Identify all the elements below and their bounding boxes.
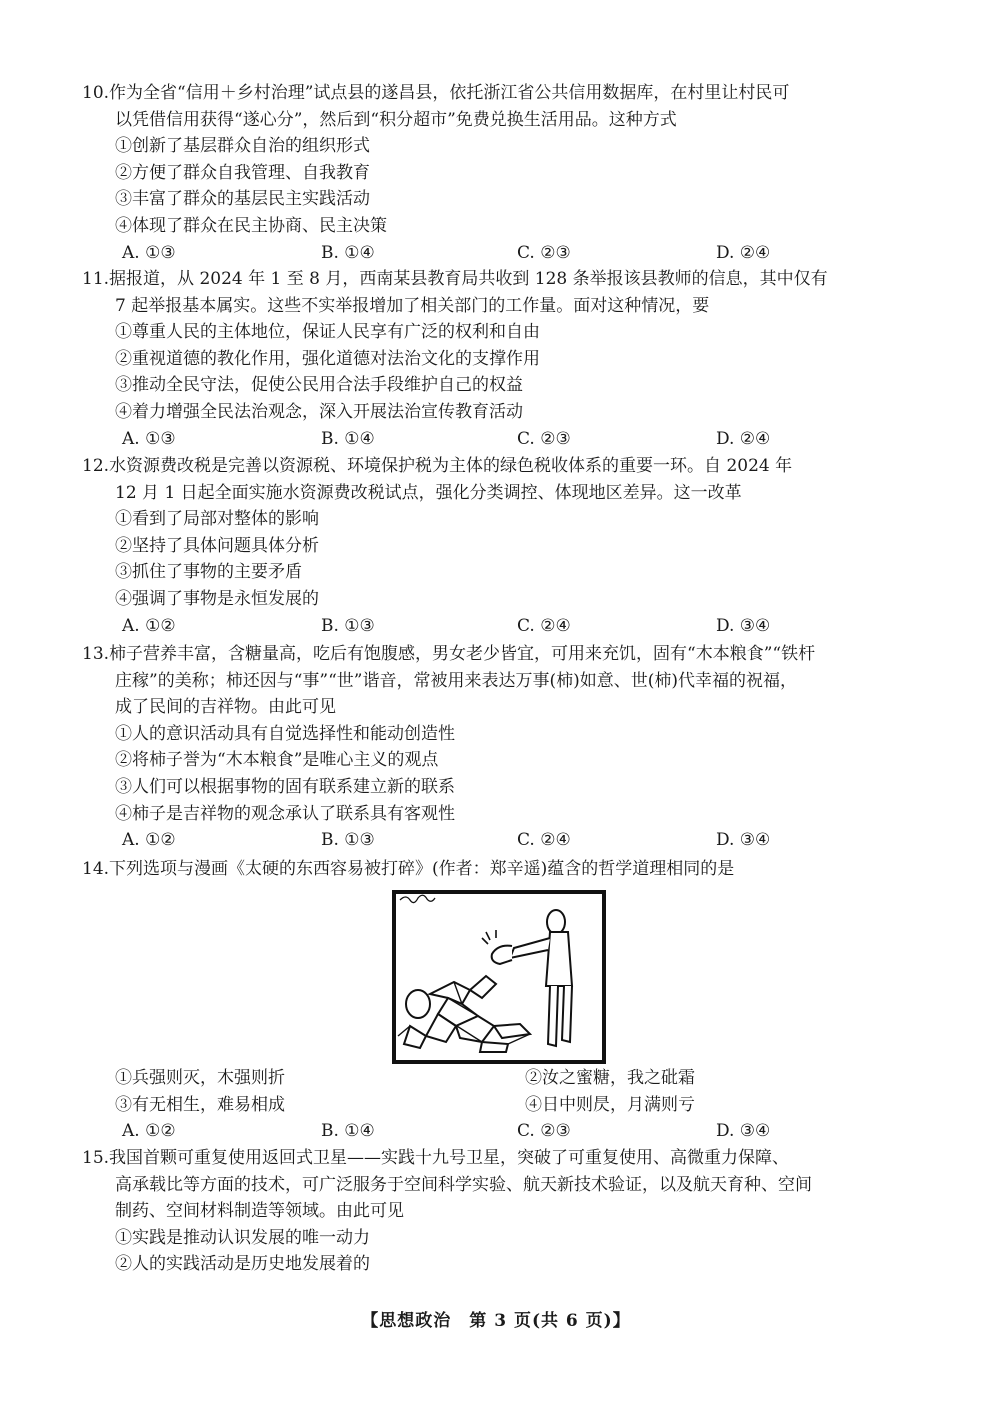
statement-option: ①创新了基层群众自治的组织形式 [115, 136, 370, 157]
statement-option: ④日中则昃，月满则亏 [525, 1094, 695, 1115]
choice-b: B. ①③ [320, 615, 375, 636]
question-number: 14. [82, 859, 110, 879]
question-stem-line: 以凭借信用获得“遂心分”，然后到“积分超市”免费兑换生活用品。这种方式 [115, 109, 677, 130]
choice-d: D. ③④ [715, 1121, 771, 1142]
choice-d: D. ③④ [715, 615, 771, 636]
statement-option: ④着力增强全民法治观念，深入开展法治宣传教育活动 [115, 401, 523, 422]
choice-d: D. ②④ [715, 242, 771, 263]
statement-option-row [82, 1092, 912, 1119]
question-stem-line: 作为全省“信用＋乡村治理”试点县的遂昌县，依托浙江省公共信用数据库，在村里让村民可 [109, 83, 790, 103]
choice-d: D. ②④ [715, 428, 771, 449]
statement-option: ①人的意识活动具有自觉选择性和能动创造性 [115, 723, 455, 744]
question-number: 12. [82, 456, 110, 476]
statement-option: ①尊重人民的主体地位，保证人民享有广泛的权利和自由 [115, 322, 540, 343]
answer-choices [82, 240, 912, 267]
choice-b: B. ①④ [320, 242, 375, 263]
choice-a: A. ①② [122, 830, 176, 851]
question-number: 15. [82, 1148, 110, 1168]
statement-option: ②人的实践活动是历史地发展着的 [115, 1254, 370, 1275]
choice-b: B. ①④ [320, 428, 375, 449]
choice-c: C. ②③ [517, 1121, 571, 1142]
cartoon-illustration [390, 886, 608, 1066]
question-14 [82, 856, 912, 883]
question-stem-line: 12 月 1 日起全面实施水资源费改税试点，强化分类调控、体现地区差异。这一改革 [115, 482, 742, 503]
question-11 [82, 266, 912, 452]
question-stem-line: 7 起举报基本属实。这些不实举报增加了相关部门的工作量。面对这种情况，要 [115, 295, 710, 316]
question-stem-line: 柿子营养丰富，含糖量高，吃后有饱腹感，男女老少皆宜，可用来充饥，固有“木本粮食”“铁杆 [109, 644, 816, 664]
answer-choices [82, 613, 912, 640]
question-stem-line: 水资源费改税是完善以资源税、环境保护税为主体的绿色税收体系的重要一环。自 2024 年 [109, 456, 793, 476]
statement-option: ④体现了群众在民主协商、民主决策 [115, 215, 387, 236]
statement-option-row [82, 1065, 912, 1092]
statement-option: ③抓住了事物的主要矛盾 [115, 562, 302, 583]
question-13 [82, 641, 912, 854]
choice-a: A. ①③ [122, 242, 176, 263]
choice-a: A. ①② [122, 1121, 176, 1142]
question-number: 11. [82, 269, 110, 289]
choice-d: D. ③④ [715, 830, 771, 851]
statement-option: ②重视道德的教化作用，强化道德对法治文化的支撑作用 [115, 348, 540, 369]
choice-c: C. ②④ [517, 615, 571, 636]
question-stem-line: 成了民间的吉祥物。由此可见 [115, 697, 336, 718]
statement-option: ①看到了局部对整体的影响 [115, 509, 319, 530]
statement-option: ④强调了事物是永恒发展的 [115, 588, 319, 609]
answer-choices [82, 827, 912, 854]
question-12 [82, 453, 912, 639]
statement-option: ③推动全民守法，促使公民用合法手段维护自己的权益 [115, 375, 523, 396]
statement-option: ③人们可以根据事物的固有联系建立新的联系 [115, 776, 455, 797]
question-number: 10. [82, 83, 110, 103]
choice-a: A. ①② [122, 615, 176, 636]
choice-b: B. ①③ [320, 830, 375, 851]
question-stem-line: 我国首颗可重复使用返回式卫星——实践十九号卫星，突破了可重复使用、高微重力保障、 [109, 1148, 790, 1168]
statement-option: ②汝之蜜糖，我之砒霜 [525, 1068, 695, 1088]
statement-option: ②方便了群众自我管理、自我教育 [115, 162, 370, 183]
statement-option: ④柿子是吉祥物的观念承认了联系具有客观性 [115, 803, 455, 824]
statement-option: ③丰富了群众的基层民主实践活动 [115, 189, 370, 210]
question-stem-line: 庄稼”的美称；柿还因与“事”“世”谐音，常被用来表达万事(柿)如意、世(柿)代幸福的祝福， [115, 670, 797, 691]
choice-b: B. ①④ [320, 1121, 375, 1142]
answer-choices [82, 1118, 912, 1145]
statement-option: ②坚持了具体问题具体分析 [115, 535, 319, 556]
question-stem-line: 制药、空间材料制造等领域。由此可见 [115, 1201, 404, 1222]
statement-option: ①兵强则灭，木强则折 [115, 1068, 285, 1088]
page-footer: 【思想政治 第 3 页(共 6 页)】 [361, 1311, 631, 1331]
question-15 [82, 1145, 912, 1278]
statement-option: ①实践是推动认识发展的唯一动力 [115, 1227, 370, 1248]
answer-choices [82, 426, 912, 453]
statement-option: ③有无相生，难易相成 [115, 1094, 285, 1115]
choice-c: C. ②③ [517, 428, 571, 449]
question-14-options [82, 1065, 912, 1145]
question-10 [82, 80, 912, 266]
choice-a: A. ①③ [122, 428, 176, 449]
question-stem-line: 高承载比等方面的技术，可广泛服务于空间科学实验、航天新技术验证，以及航天育种、空间 [115, 1174, 812, 1195]
statement-option: ②将柿子誉为“木本粮食”是唯心主义的观点 [115, 750, 439, 771]
question-stem-line: 下列选项与漫画《太硬的东西容易被打碎》(作者：郑辛遥)蕴含的哲学道理相同的是 [109, 859, 735, 879]
question-stem-line: 据报道，从 2024 年 1 至 8 月，西南某县教育局共收到 128 条举报该县教师的信息，其中仅有 [109, 269, 828, 289]
choice-c: C. ②④ [517, 830, 571, 851]
question-number: 13. [82, 644, 110, 664]
choice-c: C. ②③ [517, 242, 571, 263]
